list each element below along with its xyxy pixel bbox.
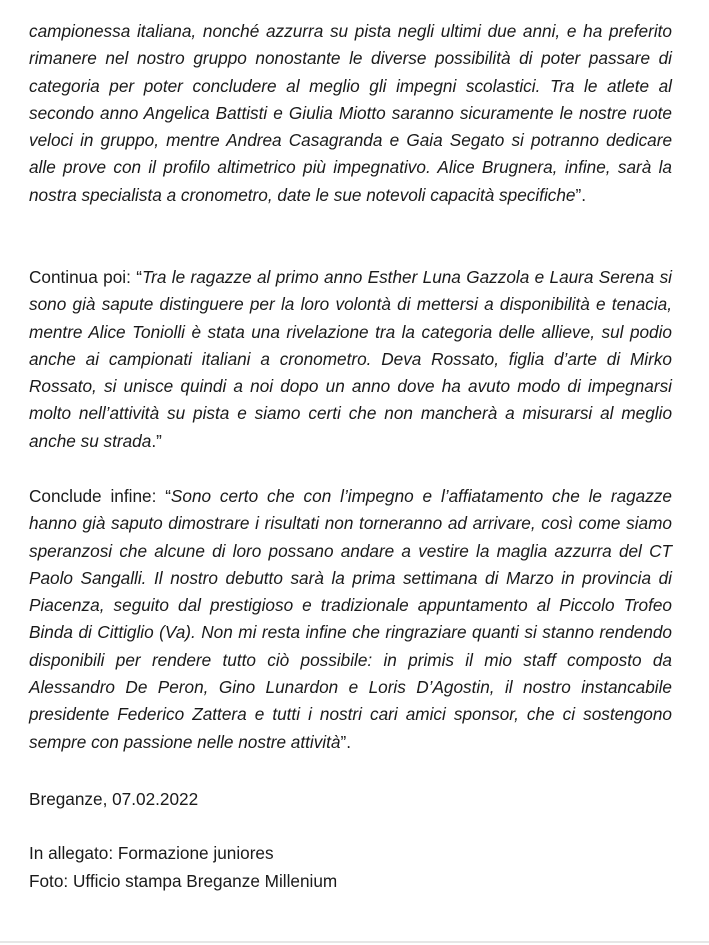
quote-text: Tra le ragazze al primo anno Esther Luna Gazzola e Laura Serena si sono già sapute distinguere per la loro volontà di mettersi a disponibilità e tenacia, mentre Alice Toniolli è stata una rivelazione tra la categoria delle allieve, sul podio anche ai campionati italiani a cronometro. Deva Rossato, figlia d’arte di Mirko Rossato, si unisce quindi a noi dopo un anno dove ha avuto modo di impegnarsi molto nell’attività su pista e siamo certi che non mancherà a misurarsi al meglio anche su strada (29, 267, 672, 451)
dateline: Breganze, 07.02.2022 (29, 789, 199, 809)
attachment-note: In allegato: Formazione juniores (29, 843, 274, 863)
quote-intro: Conclude infine: “ (29, 486, 171, 506)
quote-closing: ”. (575, 184, 586, 205)
quote-closing: ”. (340, 731, 351, 752)
quote-paragraph-3 (29, 483, 672, 756)
quote-text: Sono certo che con l’impegno e l’affiatamento che le ragazze hanno già saputo dimostrare i risultati non torneranno ad arrivare, così come siamo speranzosi che alcune di loro possano andare a vestire la maglia azzurra del CT Paolo Sangalli. Il nostro debutto sarà la prima settimana di Marzo in provincia di Piacenza, seguito dal prestigioso e tradizionale appuntamento al Piccolo Trofeo Binda di Cittiglio (Va). Non mi resta infine che ringraziare quanti si stanno rendendo disponibili per rendere tutto ciò possibile: in primis il mio staff composto da Alessandro De Peron, Gino Lunardon e Loris D’Agostin, il nostro instancabile presidente Federico Zattera e tutti i nostri cari amici sponsor, che ci sostengono sempre con passione nelle nostre attività (29, 486, 672, 752)
quote-paragraph-2 (29, 264, 672, 455)
photo-credit: Foto: Ufficio stampa Breganze Millenium (29, 871, 338, 891)
quote-closing: .” (151, 430, 162, 451)
quote-text: campionessa italiana, nonché azzurra su pista negli ultimi due anni, e ha preferito rimanere nel nostro gruppo nonostante le diverse possibilità di poter passare di categoria per poter concludere al meglio gli impegni scolastici. Tra le atlete al secondo anno Angelica Battisti e Giulia Miotto saranno sicuramente le nostre ruote veloci in gruppo, mentre Andrea Casagranda e Gaia Segato si potranno dedicare alle prove con il profilo altimetrico più impegnativo. Alice Brugnera, infine, sarà la nostra specialista a cronometro, date le sue notevoli capacità specifiche (29, 21, 672, 205)
quote-paragraph-1 (29, 18, 672, 209)
quote-intro: Continua poi: “ (29, 267, 142, 287)
page-bottom-divider (0, 941, 709, 943)
